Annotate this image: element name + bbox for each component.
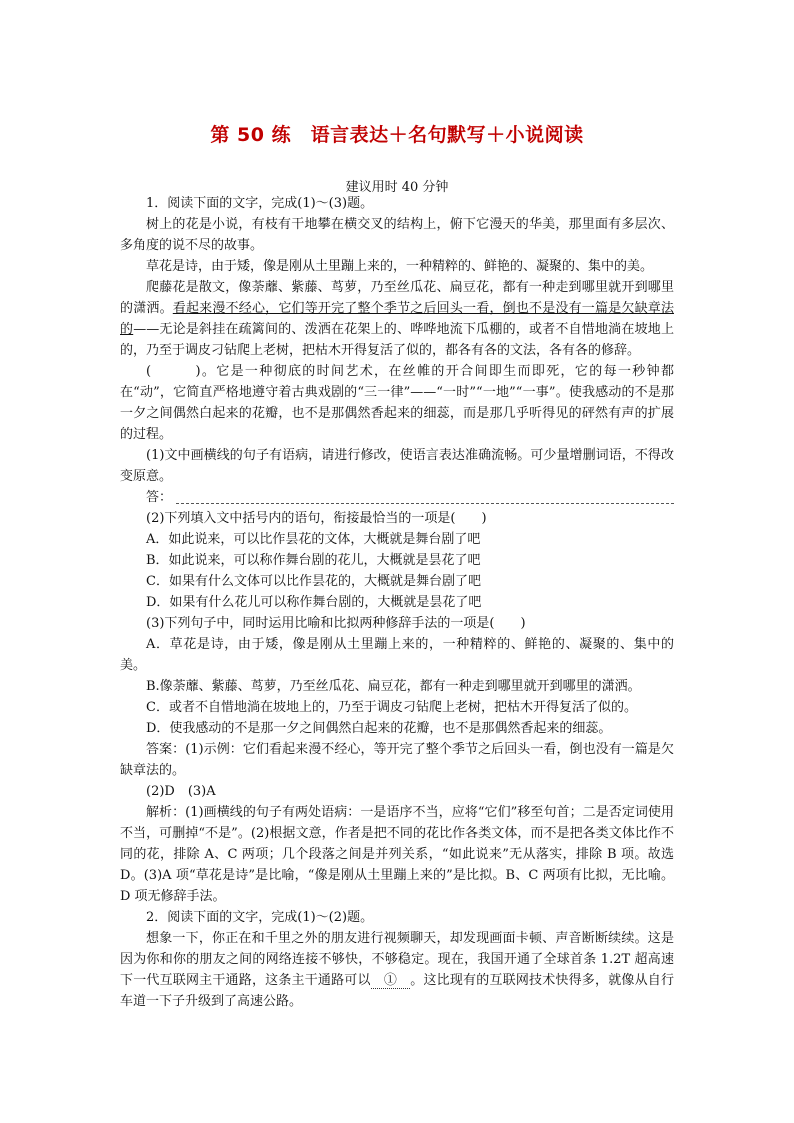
paragraph-3-start: 爬藤花是散文，像荼蘼、紫藤、茑萝，乃至丝瓜花、扁豆花，都有一种走到哪里就开到哪里的潇洒。 bbox=[120, 280, 674, 316]
option-2b: B．如此说来，可以称作舞台剧的花儿，大概就是昙花了吧 bbox=[146, 553, 481, 568]
answer-label: 答： bbox=[146, 490, 173, 505]
document-body bbox=[120, 193, 674, 1012]
passage-paragraph-1: 树上的花是小说，有枝有干地攀在横交叉的结构上，俯下它漫天的华美，那里面有多层次、多角度的说不尽的故事。 bbox=[120, 217, 674, 253]
passage-paragraph-3 bbox=[120, 277, 674, 361]
answer-text: 答案：(1)示例：它们看起来漫不经心，等开完了整个季节之后回头一看，倒也没有一篇是欠缺章法的。 bbox=[120, 742, 674, 778]
underlined-sentence: 看起来漫不经心，它们等开完了整个季节之后回头一看，倒也不是没有一篇是欠缺章法的 bbox=[120, 301, 674, 337]
answer-line[interactable] bbox=[120, 487, 674, 508]
sub-question-3: (3)下列句子中，同时运用比喻和比拟两种修辞手法的一项是( ) bbox=[146, 616, 526, 631]
q2-passage-paragraph-1 bbox=[120, 928, 674, 1012]
page-title: 第 50 练 语言表达＋名句默写＋小说阅读 bbox=[210, 124, 584, 146]
option-3c: C．或者不自惜地淌在坡地上的，乃至于调皮刁钻爬上老树，把枯木开得复活了似的。 bbox=[146, 700, 637, 715]
passage-paragraph-2: 草花是诗，由于矮，像是刚从土里蹦上来的，一种精粹的、鲜艳的、凝聚的、集中的美。 bbox=[146, 259, 654, 274]
option-3d: D．使我感动的不是那一夕之间偶然白起来的花瓣，也不是那偶然香起来的细蕊。 bbox=[146, 721, 612, 736]
option-2d: D．如果有什么花儿可以称作舞台剧的，大概就是昙花了吧 bbox=[146, 595, 482, 610]
q2-paragraph-start: 想象一下，你正在和千里之外的朋友进行视频聊天，却发现画面卡顿、声音断断续续。这是因为你和你的朋友之间的网络连接不够快，不够稳定。现在，我国开通了全球首条 1.2T 超高速下一代互联网主干通路，这条主干通路可以 bbox=[120, 931, 674, 988]
blank-1: ① bbox=[370, 973, 411, 988]
option-2c: C．如果有什么文体可以比作昙花的，大概就是舞台剧了吧 bbox=[146, 574, 481, 589]
passage-paragraph-4: ( )。它是一种彻底的时间艺术，在丝帷的开合间即生而即死，它的每一秒钟都在“动”，它简直严格地遵守着古典戏剧的“三一律”——“一时”“一地”“一事”。使我感动的不是那一夕之间偶然白起来的花瓣，也不是那偶然香起来的细蕊，而是那几乎听得见的砰然有声的扩展的过程。 bbox=[120, 364, 674, 442]
paragraph-3-end: ——无论是斜挂在疏篱间的、泼洒在花架上的、哗哗地流下瓜棚的，或者不自惜地淌在坡地上的，乃至于调皮刁钻爬上老树，把枯木开得复活了似的，都各有各的文法，各有各的修辞。 bbox=[120, 322, 674, 358]
sub-question-1: (1)文中画横线的句子有语病，请进行修改，使语言表达准确流畅。可少量增删词语，不得改变原意。 bbox=[120, 448, 674, 484]
option-2a: A．如此说来，可以比作昙花的文体，大概就是舞台剧了吧 bbox=[146, 532, 481, 547]
option-3a: A．草花是诗，由于矮，像是刚从土里蹦上来的，一种精粹的、鲜艳的、凝聚的、集中的美。 bbox=[120, 637, 674, 673]
sub-question-2: (2)下列填入文中括号内的语句，衔接最恰当的一项是( ) bbox=[146, 511, 487, 526]
option-3b: B.像荼蘼、紫藤、茑萝，乃至丝瓜花、扁豆花，都有一种走到哪里就开到哪里的潇洒。 bbox=[146, 679, 641, 694]
question-2-stem: 2．阅读下面的文字，完成(1)～(2)题。 bbox=[146, 910, 374, 925]
suggested-time: 建议用时 40 分钟 bbox=[345, 180, 449, 195]
analysis-text: 解析：(1)画横线的句子有两处语病：一是语序不当，应将“它们”移至句首；二是否定词使用不当，可删掉“不是”。(2)根据文意，作者是把不同的花比作各类文体，而不是把各类文体比作不同的花，排除 A、C 两项；几个段落之间是并列关系，“如此说来”无从落实，排除 B 项。故选 D。(3)A 项“草花是诗”是比喻，“像是刚从土里蹦上来的”是比拟。B、C 两项有比拟，无比喻。D 项无修辞手法。 bbox=[120, 805, 674, 904]
answer-blank[interactable] bbox=[176, 489, 674, 504]
question-1-stem: 1．阅读下面的文字，完成(1)～(3)题。 bbox=[146, 196, 374, 211]
answer-text-2: (2)D (3)A bbox=[146, 784, 216, 799]
q2-paragraph-end: 。这比现有的互联网技术快得多，就像从自行车道一下子升级到了高速公路。 bbox=[120, 973, 674, 1009]
